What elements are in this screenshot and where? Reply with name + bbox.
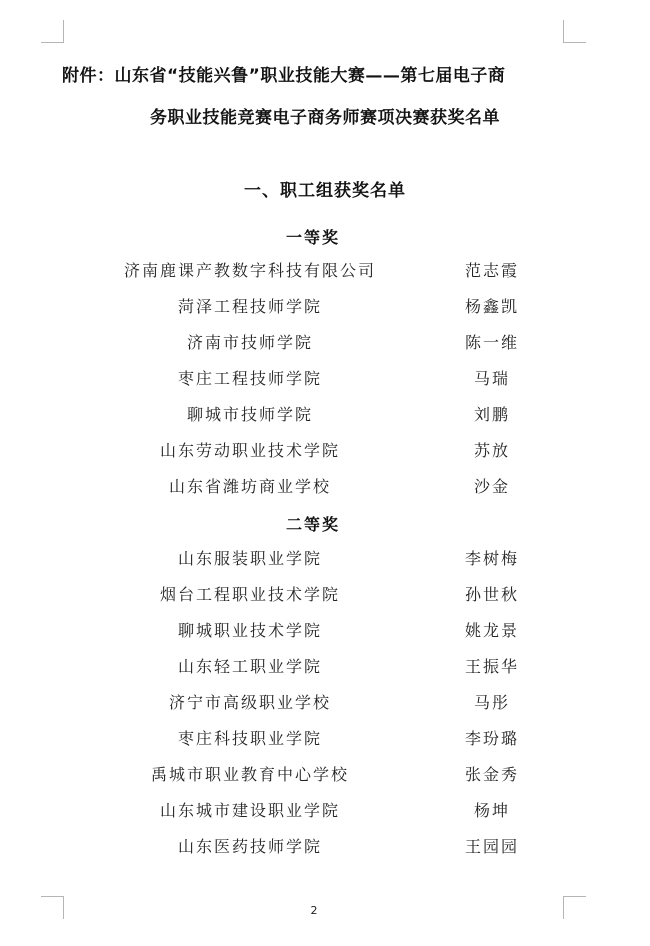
winner-organization: 山东省潍坊商业学校 [168, 477, 331, 496]
list-item [0, 690, 650, 714]
winner-organization: 枣庄科技职业学院 [177, 729, 322, 748]
winner-name: 杨鑫凯 [464, 297, 519, 316]
crop-mark-top-right [563, 20, 586, 43]
winner-organization: 菏泽工程技师学院 [177, 297, 322, 316]
list-item [0, 438, 650, 462]
list-item [0, 798, 650, 822]
list-item [0, 726, 650, 750]
section-heading: 一、职工组获奖名单 [244, 181, 406, 201]
list-item [0, 474, 650, 498]
winner-name: 范志霞 [464, 261, 519, 280]
winner-organization: 聊城职业技术学院 [177, 621, 322, 640]
list-item [0, 654, 650, 678]
list-item [0, 330, 650, 354]
winner-organization: 山东劳动职业技术学院 [159, 441, 340, 460]
winner-name: 李树梅 [464, 549, 519, 568]
document-title-line-2: 务职业技能竞赛电子商务师赛项决赛获奖名单 [150, 108, 500, 128]
list-item [0, 258, 650, 282]
list-item [0, 762, 650, 786]
winner-organization: 聊城市技师学院 [186, 405, 313, 424]
list-item [0, 294, 650, 318]
winner-name: 李玢璐 [464, 729, 519, 748]
winner-organization: 烟台工程职业技术学院 [159, 585, 340, 604]
winner-organization: 济宁市高级职业学校 [168, 693, 331, 712]
winner-name: 杨坤 [473, 801, 510, 820]
first-prize-heading: 一等奖 [285, 228, 340, 247]
winner-organization: 山东医药技师学院 [177, 837, 322, 856]
winner-name: 张金秀 [464, 765, 519, 784]
winner-name: 王园园 [464, 837, 519, 856]
winner-name: 沙金 [473, 477, 510, 496]
winner-name: 孙世秋 [464, 585, 519, 604]
winner-organization: 山东轻工职业学院 [177, 657, 322, 676]
list-item [0, 366, 650, 390]
winner-name: 姚龙景 [464, 621, 519, 640]
winner-name: 苏放 [473, 441, 510, 460]
winner-organization: 山东服装职业学院 [177, 549, 322, 568]
crop-mark-top-left [41, 20, 64, 43]
winner-organization: 济南鹿课产教数字科技有限公司 [123, 261, 376, 280]
winner-name: 刘鹏 [473, 405, 510, 424]
list-item [0, 618, 650, 642]
winner-name: 王振华 [464, 657, 519, 676]
winner-organization: 禹城市职业教育中心学校 [150, 765, 349, 784]
winner-organization: 枣庄工程技师学院 [177, 369, 322, 388]
winner-organization: 山东城市建设职业学院 [159, 801, 340, 820]
page-number: 2 [310, 904, 318, 917]
list-item [0, 546, 650, 570]
winner-organization: 济南市技师学院 [186, 333, 313, 352]
document-title-line-1: 附件：山东省“技能兴鲁”职业技能大赛——第七届电子商 [62, 66, 506, 86]
second-prize-heading: 二等奖 [285, 515, 340, 534]
winner-name: 陈一维 [464, 333, 519, 352]
list-item [0, 402, 650, 426]
winner-name: 马彤 [473, 693, 510, 712]
list-item [0, 582, 650, 606]
winner-name: 马瑞 [473, 369, 510, 388]
list-item [0, 834, 650, 858]
